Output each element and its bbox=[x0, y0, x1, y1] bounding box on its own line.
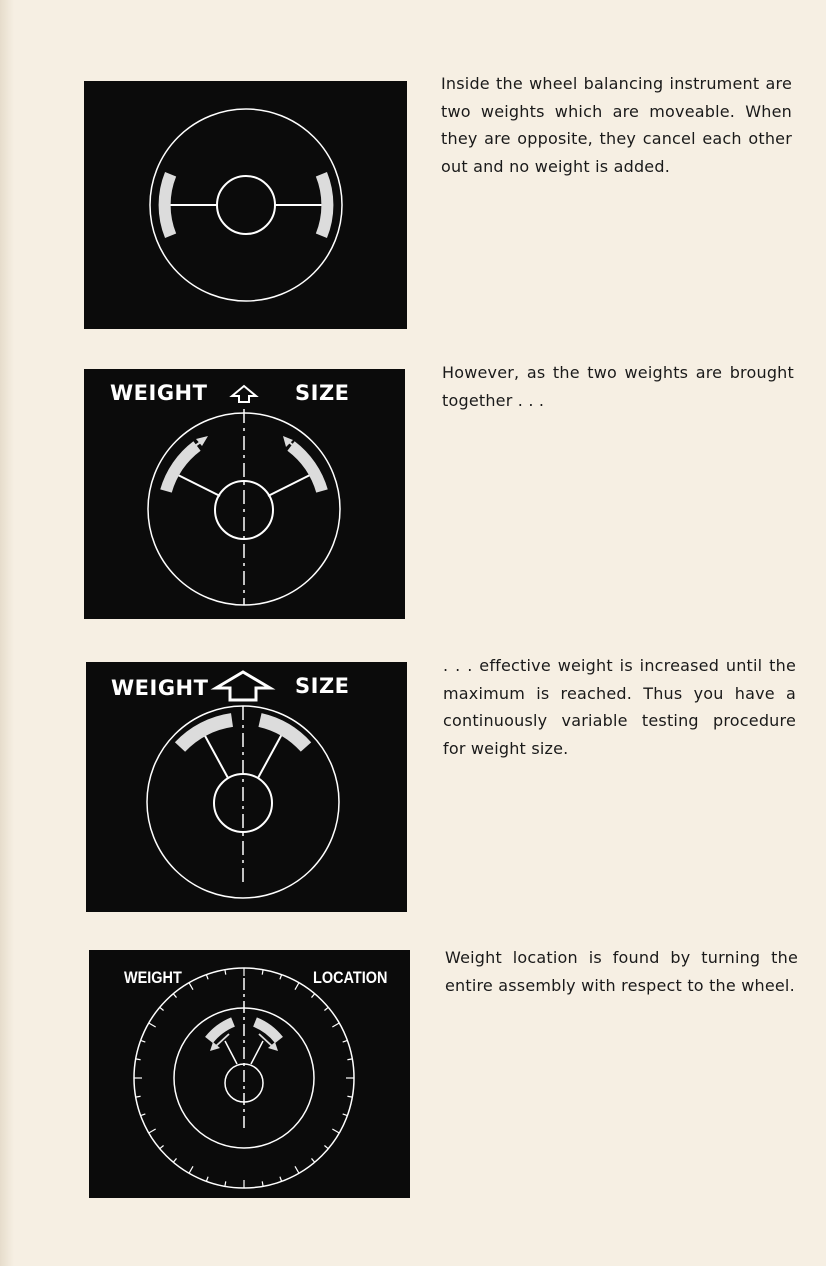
size-arrow-up bbox=[232, 386, 256, 402]
scale-tick bbox=[347, 1059, 352, 1060]
scale-tick bbox=[189, 983, 193, 990]
caption-1: Inside the wheel balancing instrument are two weights which are moveable. When they are opposite, they cancel each other out and no weight is added. bbox=[441, 74, 792, 176]
scale-tick bbox=[206, 1177, 208, 1182]
scale-tick bbox=[332, 1129, 339, 1133]
right-weight bbox=[291, 446, 322, 491]
left-arm bbox=[178, 475, 220, 496]
scale-tick bbox=[173, 1158, 176, 1162]
scale-tick bbox=[149, 1023, 156, 1027]
right-arm bbox=[268, 475, 310, 496]
weight-label: WEIGHT bbox=[111, 676, 209, 700]
diagram-weights-together bbox=[86, 662, 407, 912]
left-arm bbox=[225, 1041, 237, 1064]
weight-label: WEIGHT bbox=[110, 381, 208, 405]
size-arrow-up bbox=[216, 672, 270, 700]
hub-circle bbox=[217, 176, 275, 234]
weight-label: WEIGHT bbox=[124, 968, 182, 987]
scale-tick bbox=[262, 1181, 263, 1186]
scale-tick bbox=[149, 1129, 156, 1133]
diagram-weights-approaching bbox=[84, 369, 405, 619]
scale-tick bbox=[332, 1023, 339, 1027]
right-arm bbox=[258, 734, 282, 778]
left-weight bbox=[165, 174, 171, 236]
caption-3: . . . effective weight is increased until the maximum is reached. Thus you have a continuously variable testing procedure for weight size. bbox=[443, 656, 796, 758]
page-binding-edge bbox=[0, 0, 14, 1266]
scale-tick bbox=[280, 1177, 282, 1182]
scale-tick bbox=[347, 1096, 352, 1097]
diagram-weight-location bbox=[89, 950, 410, 1198]
right-arm bbox=[251, 1041, 263, 1064]
size-label: SIZE bbox=[295, 381, 350, 405]
scale-tick bbox=[311, 1158, 314, 1162]
diagram-weights-approaching-svg bbox=[84, 369, 405, 619]
scale-tick bbox=[295, 983, 299, 990]
left-weight bbox=[166, 446, 197, 491]
scale-tick bbox=[189, 1166, 193, 1173]
diagram-opposite-weights-svg bbox=[84, 81, 407, 329]
location-label: LOCATION bbox=[313, 968, 388, 987]
scale-tick bbox=[295, 1166, 299, 1173]
scale-tick bbox=[225, 1181, 226, 1186]
left-weight bbox=[209, 1022, 233, 1040]
diagram-opposite-weights bbox=[84, 81, 407, 329]
right-weight bbox=[255, 1022, 279, 1040]
left-arm bbox=[204, 734, 228, 778]
size-label: SIZE bbox=[295, 674, 350, 698]
caption-2: However, as the two weights are brought together . . . bbox=[442, 363, 794, 410]
caption-4: Weight location is found by turning the entire assembly with respect to the wheel. bbox=[445, 948, 798, 995]
right-weight bbox=[321, 174, 327, 236]
